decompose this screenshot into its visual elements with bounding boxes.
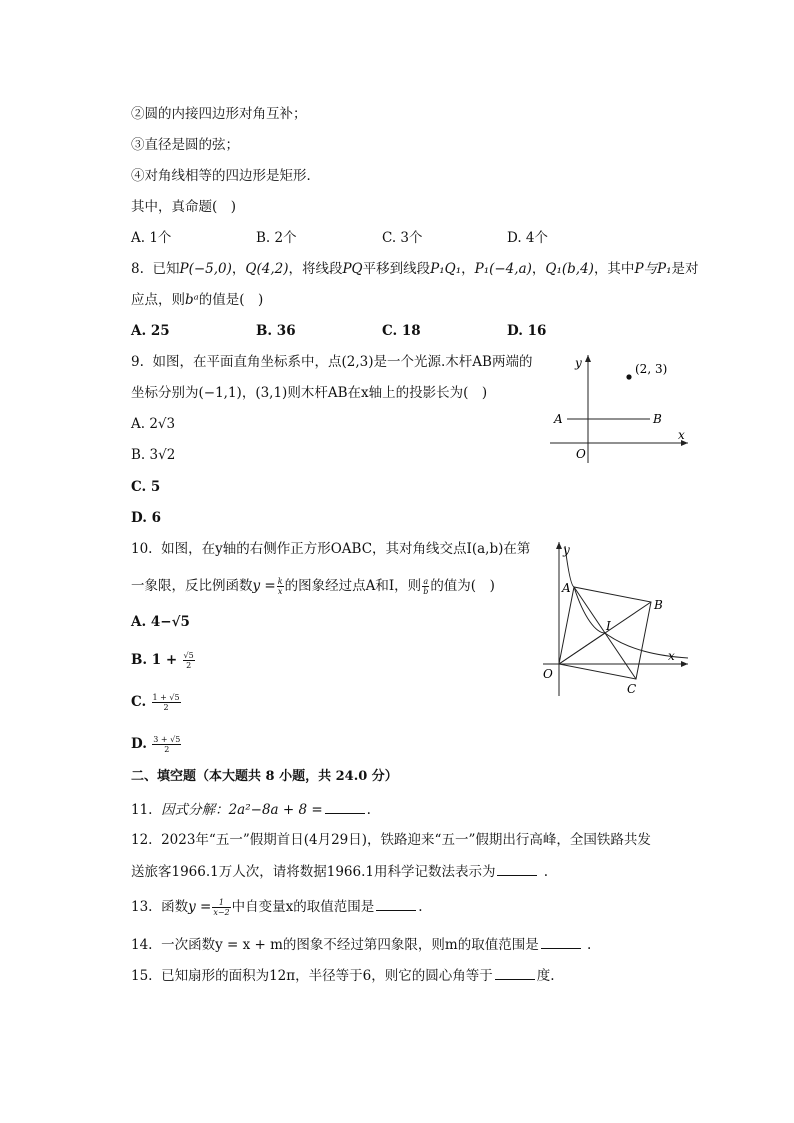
q8-option-c[interactable]: C. 18 [382, 323, 421, 339]
q14-answer-blank[interactable] [541, 934, 581, 949]
q8-text: ，将线段 [288, 261, 343, 277]
q10-option-c-fraction [152, 693, 181, 712]
q9-label-x: x [678, 428, 685, 442]
q9-light-point [626, 374, 631, 379]
q9-label-point: (2, 3) [635, 362, 668, 376]
q9-text: 如图，在平面直角坐标系中，点(2,3)是一个光源.木杆AB两端的 [152, 354, 533, 370]
q13-number: 13. [131, 899, 153, 915]
section-heading: 二、填空题（本大题共 8 小题，共 24.0 分） [131, 769, 398, 784]
q8-number: 8. [131, 261, 144, 277]
q10-label-a: A [562, 581, 571, 595]
q10-text: 如图，在y轴的右侧作正方形OABC，其对角线交点I(a,b)在第 [161, 541, 531, 557]
q10-segment-oi [559, 633, 605, 664]
statement-4: ④对角线相等的四边形是矩形． [131, 168, 320, 184]
frac-num: 1 [212, 898, 230, 908]
q13 [131, 895, 423, 919]
q10-number: 10. [131, 541, 153, 557]
q10-y-arrow [556, 542, 562, 549]
q10-text: 一象限，反比例函数 [131, 578, 253, 594]
frac-den: x−2 [213, 908, 230, 917]
q8-point-p: P(−5,0) [179, 261, 232, 277]
frac-den: 2 [163, 703, 169, 712]
q7-option-a[interactable]: A. 1个 [131, 230, 172, 246]
q7-ask: 其中，真命题( ) [131, 199, 237, 215]
q10-label-y: y [563, 543, 570, 557]
q10-x-arrow [681, 661, 688, 667]
q11-number: 11. [131, 802, 153, 818]
q9-label-y: y [575, 356, 582, 370]
q13-function-fraction [212, 898, 230, 917]
frac-den: 2 [164, 745, 170, 754]
q10-label-c: C [627, 682, 637, 696]
q15-answer-blank[interactable] [495, 965, 535, 980]
q11-answer-blank[interactable] [325, 799, 365, 814]
frac-num: √5 [183, 651, 194, 660]
q9-option-c[interactable]: C. 5 [131, 479, 161, 495]
frac-num: a [423, 577, 429, 586]
q9-number: 9. [131, 354, 144, 370]
frac-num: k [277, 577, 283, 586]
statement-3: ③直径是圆的弦； [131, 137, 239, 153]
q10-label-b: B [654, 598, 663, 612]
q8-option-a[interactable]: A. 25 [131, 323, 170, 339]
q8-text: ，其中 [593, 261, 635, 277]
q14-text: . [587, 937, 592, 953]
q8-segment-p1q1: P₁Q₁ [430, 261, 462, 277]
q9-option-b[interactable]: B. 3√2 [131, 447, 176, 463]
q8-text: 的值是( ) [198, 292, 264, 308]
q10-option-d-fraction [152, 735, 181, 754]
q14-number: 14. [131, 937, 153, 953]
q8-line2 [131, 290, 263, 310]
option-label: D. [131, 736, 147, 752]
q13-answer-blank[interactable] [376, 896, 416, 911]
q7-option-b[interactable]: B. 2个 [256, 230, 297, 246]
q8-line1: 8. 已知P(−5,0)，Q(4,2)，将线段PQ平移到线段P₁Q₁，P₁(−4,a)，Q₁(b,4)，其中P与P₁是对 [131, 261, 699, 277]
q12-number: 12. [131, 832, 153, 848]
q9-line1 [131, 352, 532, 372]
q9-figure [540, 345, 700, 470]
q12-line1 [131, 830, 651, 850]
q10-label-i: I [606, 619, 611, 633]
q9-option-d[interactable]: D. 6 [131, 510, 162, 526]
q11 [131, 799, 371, 820]
q13-text: . [418, 899, 423, 915]
q10-line1 [131, 539, 530, 559]
q8-point-p1: P₁(−4,a) [474, 261, 532, 277]
q10-line2 [131, 574, 495, 598]
q13-text: 中自变量x的取值范围是 [231, 899, 375, 915]
q8-correspond: P与P₁ [634, 261, 672, 277]
q10-option-c[interactable] [131, 690, 182, 714]
q14 [131, 934, 591, 955]
q10-option-b-fraction [183, 651, 195, 670]
q12-text: 2023年“五一”假期首日(4月29日)，铁路迎来“五一”假期出行高峰，全国铁路共发 [161, 832, 651, 848]
q8-text: 是对 [671, 261, 699, 277]
q10-hyperbola [565, 546, 688, 658]
q12-text: 送旅客1966.1万人次，请将数据1966.1用科学记数法表示为 [131, 864, 496, 880]
q8-option-b[interactable]: B. 36 [256, 323, 296, 339]
q10-text: 的值为( ) [430, 578, 495, 594]
q10-figure [538, 538, 698, 700]
frac-num: 1 + √5 [152, 693, 180, 702]
q12-line2 [131, 861, 548, 882]
q10-text: 的图象经过点A和I，则 [284, 578, 422, 594]
q10-option-a[interactable]: A. 4−√5 [131, 614, 190, 630]
q7-option-d[interactable]: D. 4个 [507, 230, 549, 246]
q9-y-arrow [585, 355, 591, 362]
q13-text: 函数 [161, 899, 189, 915]
q9-label-a: A [554, 412, 563, 426]
q8-point-q1: Q₁(b,4) [545, 261, 594, 277]
q12-text: . [543, 864, 549, 880]
q9-label-b: B [653, 412, 662, 426]
q9-line2: 坐标分别为(−1,1)，(3,1)则木杆AB在x轴上的投影长为( ) [131, 385, 488, 401]
frac-den: b [423, 587, 429, 596]
q8-text: 已知 [152, 261, 180, 277]
q11-text: 因式分解：2a²−8a + 8 = [161, 802, 323, 818]
option-label: C. [131, 694, 147, 710]
q15 [131, 965, 555, 986]
q15-number: 15. [131, 968, 153, 984]
q10-label-o: O [543, 667, 553, 681]
frac-den: x [277, 587, 283, 596]
q10-function-fraction [277, 577, 284, 596]
option-label: B. 1 + [131, 652, 178, 668]
q7-option-c[interactable]: C. 3个 [382, 230, 423, 246]
q10-ratio-fraction [422, 577, 429, 596]
q12-answer-blank[interactable] [497, 861, 537, 876]
q8-text: 平移到线段 [362, 261, 431, 277]
q15-text: 已知扇形的面积为12π，半径等于6，则它的圆心角等于 [161, 968, 493, 984]
q8-expression: bᵃ [185, 292, 199, 308]
q9-label-o: O [576, 447, 586, 461]
q10-function-lhs: y = [252, 578, 276, 594]
q10-option-d[interactable] [131, 732, 182, 756]
q15-text: 度. [536, 968, 555, 984]
q10-label-x: x [668, 649, 675, 663]
q8-segment-pq: PQ [342, 261, 363, 277]
q10-option-b[interactable] [131, 648, 196, 672]
q9-option-a[interactable]: A. 2√3 [131, 416, 176, 432]
statement-2: ②圆的内接四边形对角互补； [131, 106, 307, 122]
q14-text: 一次函数y = x + m的图象不经过第四象限，则m的取值范围是 [161, 937, 539, 953]
frac-num: 3 + √5 [153, 735, 181, 744]
q11-text: . [366, 802, 371, 818]
q8-point-q: Q(4,2) [245, 261, 289, 277]
q13-function-lhs: y = [188, 899, 212, 915]
frac-den: 2 [186, 661, 192, 670]
q8-option-d[interactable]: D. 16 [507, 323, 547, 339]
q8-text: 应点，则 [131, 292, 185, 308]
